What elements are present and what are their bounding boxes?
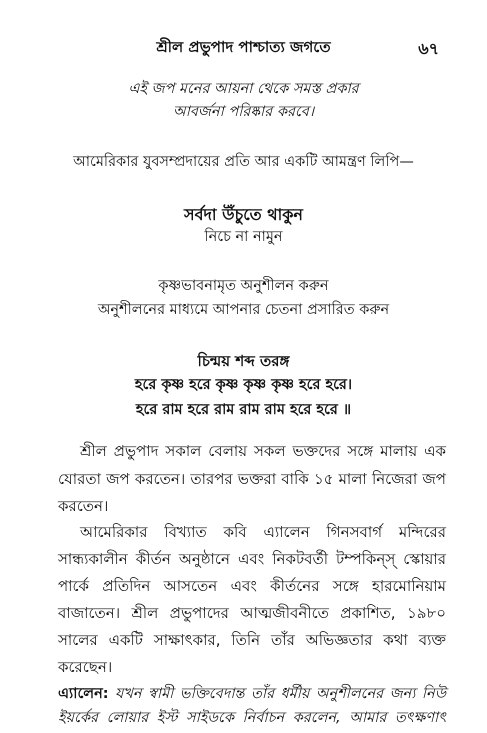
slogan-line-2: অনুশীলনের মাধ্যমে আপনার চেতনা প্রসারিত করুন — [97, 302, 390, 318]
paragraph-1-line-3: করতেন। — [58, 497, 109, 515]
interview-line-1 — [58, 683, 446, 707]
mantra-line-1: হরে কৃষ্ণ হরে কৃষ্ণ কৃষ্ণ কৃষ্ণ হরে হরে। — [134, 377, 353, 393]
paragraph-2-line-2: সান্ধ্যকালীন কীর্তন অনুষ্ঠানে এবং নিকটবর্তী টম্পকিন্স্ স্কোয়ার — [58, 550, 446, 568]
running-title: শ্রীল প্রভুপাদ পাশ্চাত্য জগতে — [156, 38, 331, 56]
paragraph-2-line-5: সালের একটি সাক্ষাৎকার, তিনি তাঁর অভিজ্ঞতার কথা ব্যক্ত — [58, 631, 446, 649]
mantra-title: চিন্ময় শব্দ তরঙ্গ — [197, 352, 290, 370]
slogan-line-1: কৃষ্ণভাবনামৃত অনুশীলন করুন — [158, 278, 329, 294]
paragraph-1-line-1: শ্রীল প্রভুপাদ সকাল বেলায় সকল ভক্তদের সঙ্গে মালায় এক — [80, 442, 446, 460]
quote-line-1: এই জপ মনের আয়না থেকে সমস্ত প্রকার — [128, 81, 359, 97]
interview-text-1: যখন স্বামী ভক্তিবেদান্ত তাঁর ধর্মীয় অনুশীলনের জন্য নিউ — [115, 686, 447, 702]
slogan-title: সর্বদা উঁচুতে থাকুন — [184, 205, 303, 224]
mantra-line-2: হরে রাম হরে রাম রাম রাম হরে হরে ॥ — [135, 402, 352, 418]
interview-line-2: ইয়র্কের লোয়ার ইস্ট সাইডকে নির্বাচন করলেন, আমার তৎক্ষণাৎ — [58, 710, 446, 726]
quote-line-2: আবর্জনা পরিষ্কার করবে। — [172, 104, 315, 120]
interview-speaker: এ্যালেন: — [58, 686, 109, 702]
slogan-subtitle: নিচে না নামুন — [204, 229, 283, 245]
running-header — [0, 36, 487, 60]
paragraph-1-line-2: যোরতা জপ করতেন। তারপর ভক্তরা বাকি ১৫ মালা নিজেরা জপ — [58, 470, 446, 488]
paragraph-2-line-6: করেছেন। — [58, 658, 113, 676]
paragraph-2-line-3: পার্কে প্রতিদিন আসতেন এবং কীর্তনের সঙ্গে হারমোনিয়াম — [58, 577, 446, 595]
paragraph-2-line-1: আমেরিকার বিখ্যাত কবি এ্যালেন গিনসবার্গ মন্দিরের — [80, 523, 446, 541]
paragraph-2-line-4: বাজাতেন। শ্রীল প্রভুপাদের আত্মজীবনীতে প্রকাশিত, ১৯৮০ — [58, 604, 446, 622]
intro-line: আমেরিকার যুবসম্প্রদায়ের প্রতি আর একটি আমন্ত্রণ লিপি— — [73, 154, 414, 170]
page-number: ৬৭ — [418, 39, 439, 58]
